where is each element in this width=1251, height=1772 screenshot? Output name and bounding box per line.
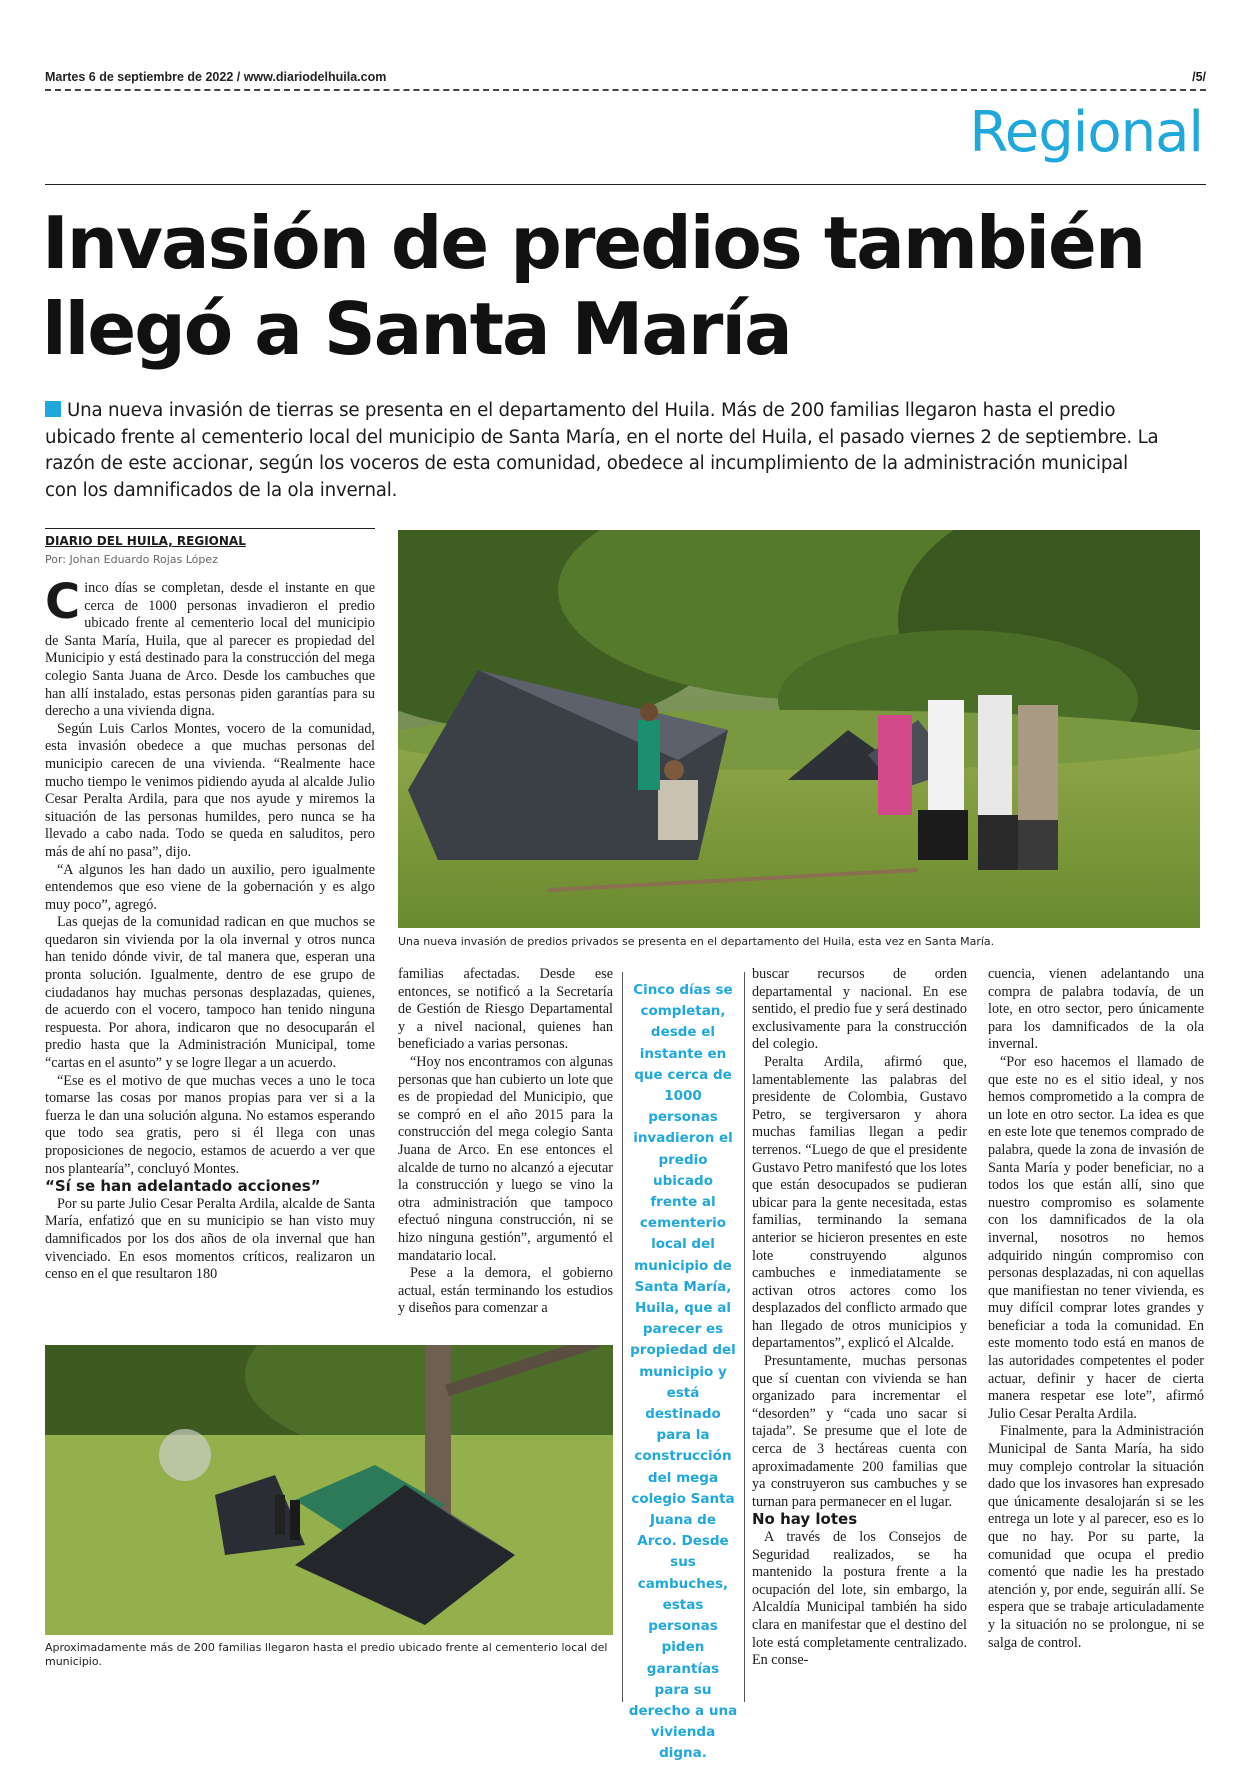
subheading: No hay lotes (752, 1510, 858, 1529)
top-photo-caption: Una nueva invasión de predios privados se presenta en el departamento del Huila, esta vez en Santa María. (398, 935, 995, 948)
pull-quote: Cinco días se completan, desde el instante en que cerca de 1000 personas invadieron el predio ubicado frente al cementerio local del municipio de Santa María, Huila, que al parecer es propiedad del municipio y está destinado para la construcción del mega colegio Santa Juana de Arco. Desde sus cambuches, estas personas piden garantías para su derecho a una vivienda digna. (628, 982, 738, 1762)
paragraph: familias afectadas. Desde ese entonces, se notificó a la Secretaría de Gestión de Riesgo Departamental y a nivel nacional, quienes han beneficiado a varias personas. (398, 966, 613, 1053)
paragraph: “Ese es el motivo de que muchas veces a uno le toca tomarse las cosas por manos propias para ver si a la fuerza le dan una solución alguna. No estamos esperando que todo sea gratis, pero si él llega con unas proposiciones de negocio, estamos de acuerdo a ver que nos plantearía”, concluyó Montes. (45, 1072, 375, 1177)
paragraph: “A algunos les han dado un auxilio, pero igualmente entendemos que eso viene de la gobernación y es algo muy poco”, agregó. (45, 861, 375, 913)
byline-divider (45, 528, 375, 529)
paragraph: A través de los Consejos de Seguridad realizados, se ha mantenido la postura frente a la ocupación del lote, sin embargo, la Alcaldía Municipal también ha sido clara en manifestar que el destino del lote está completamente centralizado. En conse- (752, 1529, 967, 1669)
header-divider (45, 89, 1206, 91)
paragraph: Peralta Ardila, afirmó que, lamentablemente las palabras del presidente de Colombia, Gustavo Petro, se tergiversaron y ahora muchas familias llegan a pedir terrenos. “Luego de que el presidente Gustavo Petro manifestó que los lotes que están desocupados se pudieran ubicar para la gente necesitada, estas familias, terminando la semana anterior se hicieron presentes en este lote construyendo algunos cambuches e inmediatamente se activan otros actores como los desplazados del conflicto armado que han llegado de otros municipios y departamentos”, explicó el Alcalde. (752, 1053, 967, 1352)
lead-text: Una nueva invasión de tierras se presenta en el departamento del Huila. Más de 200 familias llegaron hasta el predio ubicado frente al cementerio local del municipio de Santa María, en el norte del Huila, el pasado viernes 2 de septiembre. La razón de este accionar, según los voceros de esta comunidad, obedece al incumplimiento de la administración municipal con los damnificados de la ola invernal. (45, 400, 1159, 501)
paragraph: “Por eso hacemos el llamado de que este no es el sitio ideal, y nos hemos comprometido a la compra de un lote en otro sector. La idea es que en este lote que tenemos comprado de palabra, quede la zona de invasión de Santa María y poder beneficiar, no a todos los que están allí, sino que nuestro compromiso es solamente con los damnificados de la ola invernal, nosotros no hemos adquirido ningún compromiso con personas desplazadas, ni con aquellas que manifiestan no tener vivienda, es muy difícil comprar lotes grandes y beneficiar a toda la comunidad. En este momento todo está en manos de las autoridades competentes el poder actuar, definir y hacer de cierta manera respetar ese lote”, afirmó Julio Cesar Peralta Ardila. (988, 1053, 1204, 1422)
headline-line-2: llegó a Santa María (42, 287, 791, 371)
paragraph: Cinco días se completan, desde el instante en que cerca de 1000 personas invadieron el predio ubicado frente al cementerio local del municipio de Santa María, Huila, que al parecer es propiedad del Municipio y está destinado para la construcción del mega colegio Santa Juana de Arco. Desde los cambuches que han allí instalado, estas personas piden garantías para su derecho a una vivienda digna. (45, 574, 375, 720)
paragraph: Según Luis Carlos Montes, vocero de la comunidad, esta invasión obedece a que muchas personas del municipio carecen de una vivienda. “Realmente hace mucho tiempo le venimos pidiendo ayuda al alcalde Julio Cesar Peralta Ardila, para que nos ayude y miremos la situación de las personas humildes, pero nunca se ha llevado a cabo nada. Todo se queda en saluditos, pero más de ahí no pasa”, dijo. (45, 720, 375, 860)
headline (42, 200, 1222, 372)
section-title: Regional (969, 100, 1203, 165)
paragraph: buscar recursos de orden departamental y nacional. En ese sentido, el predio fue y será destinado exclusivamente para la construcción del colegio. (752, 966, 967, 1053)
column-2 (398, 966, 613, 1318)
headline-line-1: Invasión de predios también (42, 201, 1145, 285)
author: Por: Johan Eduardo Rojas López (45, 553, 218, 566)
pull-quote-right-rule (744, 972, 745, 1702)
subheading: “Sí se han adelantado acciones” (45, 1177, 321, 1196)
bottom-photo (45, 1345, 613, 1635)
paragraph: cuencia, vienen adelantando una compra de palabra todavía, de un lote, en otro sector, pero únicamente para los damnificados de la ola invernal. (988, 966, 1204, 1053)
paragraph: Las quejas de la comunidad radican en que muchos se quedaron sin vivienda por la ola invernal y otros nunca han tenido dónde vivir, de tal manera que, esperan una pronta solución. Igualmente, dentro de ese grupo de ciudadanos hay muchas personas desplazadas, quienes, de acuerdo con el vocero, tampoco han tenido ninguna respuesta. Por ahora, indicaron que no desocuparán el predio hasta que la Administración Municipal, tome “cartas en el asunto” y se logre llegar a un acuerdo. (45, 914, 375, 1072)
paragraph: Por su parte Julio Cesar Peralta Ardila, alcalde de Santa María, enfatizó que en su municipio se han visto muy damnificados por los dos años de ola invernal que han vivenciado. En esos momentos críticos, realizaron un censo en el que resultaron 180 (45, 1195, 375, 1283)
lead-square-icon (45, 401, 61, 417)
page-number: /5/ (1192, 70, 1206, 84)
column-4 (988, 966, 1204, 1652)
dateline: Martes 6 de septiembre de 2022 / www.diariodelhuila.com (45, 70, 387, 84)
pull-quote-left-rule (622, 972, 623, 1702)
paragraph: Presuntamente, muchas personas que sí cuentan con vivienda se han organizado para incrementar el “desorden” y “cada uno sacar si tajada”. Se presume que el lote de cerca de 3 hectáreas cuenta con aproximadamente 200 familias que ya construyeron sus cambuches y se turnan para permanecer en el lugar. (752, 1353, 967, 1510)
paragraph: Pese a la demora, el gobierno actual, están terminando los estudios y diseños para comenzar a (398, 1265, 613, 1317)
drop-cap: C (45, 574, 81, 630)
byline: DIARIO DEL HUILA, REGIONAL (45, 534, 246, 548)
column-1 (45, 574, 375, 1284)
bottom-photo-caption: Aproximadamente más de 200 familias llegaron hasta el predio ubicado frente al cementerio local del municipio. (45, 1641, 608, 1668)
section-divider (45, 184, 1206, 185)
paragraph: Finalmente, para la Administración Municipal de Santa María, ha sido muy complejo controlar la situación dado que los invasores han expresado que únicamente desalojarán si se les entrega un lote y al parecer, eso es lo que no hay. Por su parte, la comunidad que ocupa el predio comentó que nadie les ha prestado atención y, por ende, seguirán allí. Se espera que se trabaje articuladamente y la situación no se prolongue, ni se salga de control. (988, 1423, 1204, 1651)
lead-paragraph (45, 398, 1165, 504)
top-photo (398, 530, 1200, 928)
paragraph: “Hoy nos encontramos con algunas personas que han cubierto un lote que es de propiedad del Municipio, que se compró en el año 2015 para la construcción del mega colegio Santa Juana de Arco. En ese entonces el alcalde de turno no alcanzó a ejecutar la construcción y luego se vino la otra administración que tampoco efectuó ninguna construcción, ni se hizo ninguna gestión”, argumentó el mandatario local. (398, 1053, 613, 1264)
column-3 (752, 966, 967, 1670)
